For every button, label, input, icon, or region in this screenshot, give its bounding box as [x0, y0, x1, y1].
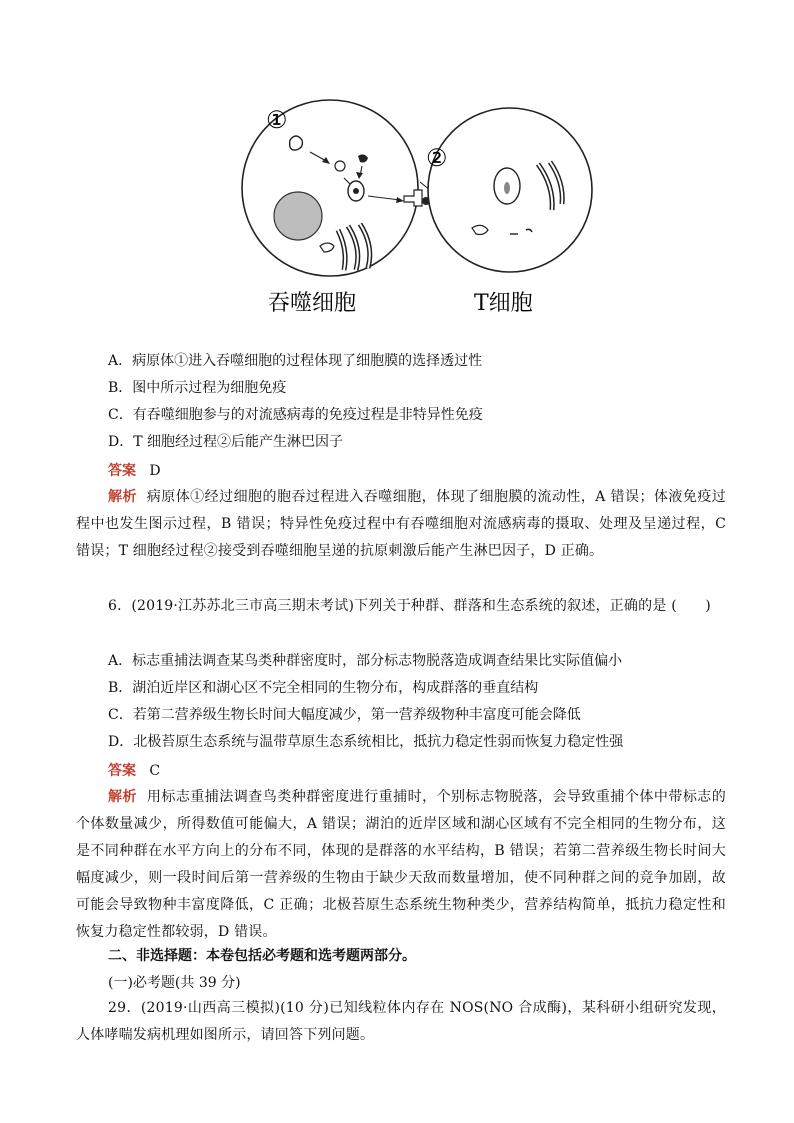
q5-answer — [108, 460, 161, 480]
section-heading: 二、非选择题：本卷包括必考题和选考题两部分。 — [108, 948, 416, 964]
q6-stem-text: 下列关于种群、群落和生态系统的叙述，正确的是 — [354, 598, 667, 614]
figure-caption-phagocyte: 吞噬细胞 — [268, 291, 357, 316]
q6-answer-value: C — [149, 763, 161, 779]
q6-answer-label: 答案 — [108, 763, 136, 779]
q29-source: (2019·山西高三模拟)(10 分) — [140, 1000, 330, 1016]
q6-option-d: D．北极苔原生态系统与温带草原生态系统相比，抵抗力稳定性弱而恢复力稳定性强 — [108, 734, 624, 750]
q6-source: (2019·江苏苏北三市高三期末考试) — [131, 598, 355, 614]
q5-answer-value: D — [149, 463, 161, 479]
t-cell — [428, 108, 592, 272]
section-subheading: (一)必考题(共 39 分) — [108, 975, 241, 991]
q29-text: 已知线粒体内存在 NOS(NO 合成酶)，某科研小组研究发现，人体哮喘发病机理如图所示，请回答下列问题。 — [76, 1000, 726, 1043]
q6-number: 6． — [108, 598, 132, 614]
q6-analysis — [76, 784, 726, 946]
q5-option-a: A．病原体①进入吞噬细胞的过程体现了细胞膜的选择透过性 — [108, 353, 483, 369]
q5-analysis-text: 病原体①经过细胞的胞吞过程进入吞噬细胞，体现了细胞膜的流动性，A 错误；体液免疫过程中也发生图示过程，B 错误；特异性免疫过程中有吞噬细胞对流感病毒的摄取、处理及呈递过程，C 错误；T 细胞经过程②接受到吞噬细胞呈递的抗原刺激后能产生淋巴因子，D 正确。 — [76, 489, 726, 559]
q6-option-a: A．标志重捕法调查某鸟类种群密度时，部分标志物脱落造成调查结果比实际值偏小 — [108, 653, 623, 669]
q6-option-c: C．若第二营养级生物长时间大幅度减少，第一营养级物种丰富度可能会降低 — [108, 707, 581, 723]
q5-answer-label: 答案 — [108, 463, 136, 479]
q5-analysis — [76, 484, 726, 565]
q6-option-b: B．湖泊近岸区和湖心区不完全相同的生物分布，构成群落的垂直结构 — [108, 680, 539, 696]
figure-label-1: ① — [266, 106, 288, 134]
q6-analysis-label: 解析 — [108, 789, 137, 805]
q5-option-c: C．有吞噬细胞参与的对流感病毒的免疫过程是非特异性免疫 — [108, 407, 483, 423]
figure-caption-tcell: T细胞 — [474, 291, 533, 316]
q6-answer — [108, 760, 160, 780]
q6-bracket: ( ) — [671, 598, 711, 614]
q5-analysis-label: 解析 — [108, 489, 137, 505]
q29-number: 29． — [108, 1000, 141, 1016]
q5-option-b: B．图中所示过程为细胞免疫 — [108, 380, 287, 396]
q6-analysis-text: 用标志重捕法调查鸟类种群密度进行重捕时，个别标志物脱落，会导致重捕个体中带标志的个体数量减少，所得数值可能偏大，A 错误；湖泊的近岸区域和湖心区域有不完全相同的生物分布，这是不同种群在水平方向上的分布不同，体现的是群落的水平结构，B 错误；若第二营养级生物长时间大幅度减少，则一段时间后第一营养级的生物由于缺少天敌而数量增加，使不同种群之间的竞争加剧，故可能会导致物种丰富度降低，C 正确；北极苔原生态系统生物种类少，营养结构简单，抵抗力稳定性和恢复力稳定性都较弱，D 错误。 — [76, 789, 726, 940]
q5-option-d: D．T 细胞经过程②后能产生淋巴因子 — [108, 434, 344, 450]
cell-diagram-figure — [220, 78, 614, 336]
q29-stem — [76, 995, 726, 1049]
q6-stem — [76, 593, 726, 620]
figure-label-2: ② — [426, 144, 448, 172]
